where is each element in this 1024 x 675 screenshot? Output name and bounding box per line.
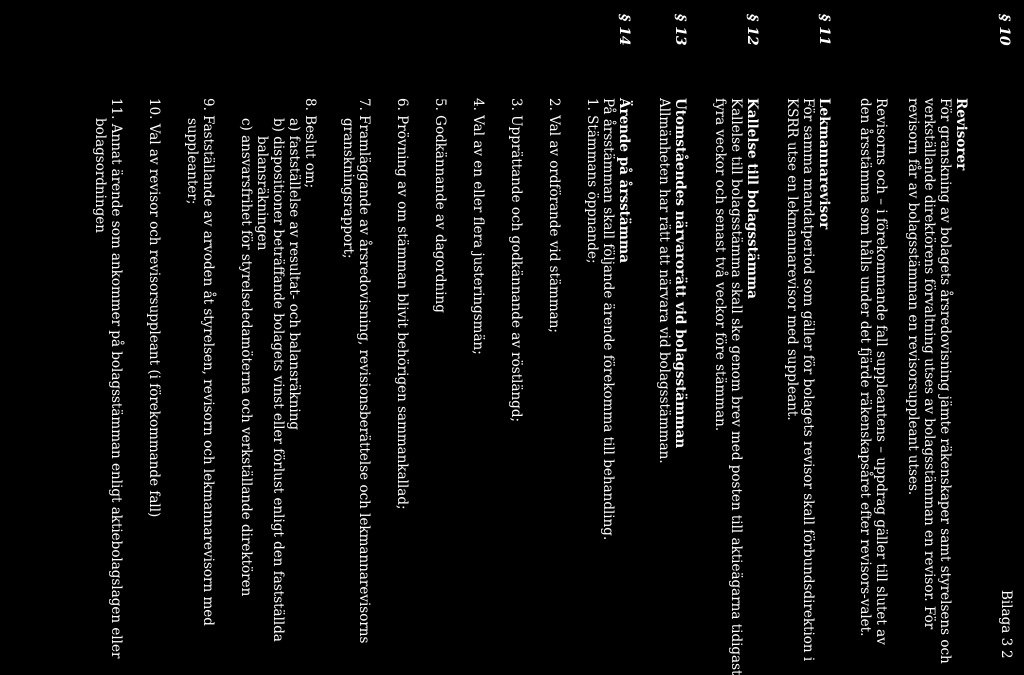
list-item-continuation: granskningsrapport; bbox=[340, 118, 356, 259]
section-mark-12: § 12 bbox=[744, 14, 760, 46]
list-item: 3. Upprättande och godkännande av röstlängd; bbox=[508, 98, 524, 423]
text-line: verkställande direktörens förvaltning utses av bolagsstämman en revisor. För bbox=[921, 98, 937, 630]
text-line: KSRR utse en lekmannarevisor med suppleant. bbox=[784, 98, 800, 421]
text-line: För samma mandatperiod som gäller för bolagets revisor skall förbundsdirektion i bbox=[800, 98, 816, 662]
section-heading-lekmannarevisor: Lekmannarevisor bbox=[816, 98, 832, 230]
section-heading-revisorer: Revisorer bbox=[953, 98, 969, 171]
text-line: På årsstämman skall följande ärende förekomma till behandling. bbox=[600, 98, 616, 541]
section-mark-14: § 14 bbox=[616, 14, 632, 46]
text-line: Revisorns och – i förekommande fall suppleantens – uppdrag gäller till slutet av bbox=[873, 98, 889, 645]
text-line: För granskning av bolagets årsredovisning jämte räkenskaper samt styrelsens och bbox=[937, 98, 953, 664]
list-item: 11. Annat ärende som ankommer på bolagsstämman enligt aktiebolagslagen eller bbox=[108, 98, 124, 659]
text-line: Kallelse till bolagsstämma skall ske genom brev med posten till aktieägarna tidigast bbox=[728, 98, 744, 675]
list-item-continuation: suppleanter; bbox=[184, 118, 200, 205]
text-line: fyra veckor och senast två veckor före stämman. bbox=[712, 98, 728, 432]
list-subitem: c) ansvarsfrihet för styrelseledamöterna och verkställande direktören bbox=[238, 118, 254, 597]
list-item: 6. Prövning av om stämman blivit behörigen sammankallad; bbox=[394, 98, 410, 510]
list-item: 7. Framläggande av årsredovisning, revisionsberättelse och lekmannarevisorns bbox=[356, 98, 372, 644]
list-item: 8. Beslut om; bbox=[302, 98, 318, 189]
list-subitem-continuation: balansräkningen bbox=[254, 136, 270, 251]
list-item: 5. Godkännande av dagordning bbox=[432, 98, 448, 313]
text-line: den årsstämma som hålls under det fjärde räkenskapsåret efter revisors-valet. bbox=[857, 98, 873, 637]
list-subitem: a) fastställelse av resultat- och balansräkning bbox=[286, 118, 302, 431]
appendix-label: Bilaga 3 bbox=[998, 590, 1014, 647]
section-heading-narvarorat: Utomståendes närvarorätt vid bolagsstämman bbox=[672, 98, 688, 449]
list-item: 9. Fastställande av arvoden åt styrelsen, revisorn och lekmannarevisorn med bbox=[200, 98, 216, 626]
text-line: revisorn får av bolagsstämman en revisorsuppleant utses. bbox=[905, 98, 921, 496]
section-heading-kallelse: Kallelse till bolagsstämma bbox=[744, 98, 760, 299]
list-item: 1. Stämmans öppnande; bbox=[584, 98, 600, 264]
section-mark-10: § 10 bbox=[996, 14, 1012, 46]
list-item-continuation: bolagsordningen bbox=[92, 118, 108, 233]
list-item: 4. Val av en eller flera justeringsmän; bbox=[470, 98, 486, 355]
section-heading-arende: Ärende på årsstämma bbox=[616, 98, 632, 263]
text-line: Allmänheten har rätt att närvara vid bolagsstämman. bbox=[656, 98, 672, 464]
list-subitem: b) dispositioner beträffande bolagets vinst eller förlust enligt den fastställda bbox=[270, 118, 286, 642]
section-mark-11: § 11 bbox=[816, 14, 832, 46]
page-number: 2 bbox=[998, 650, 1014, 659]
list-item: 10. Val av revisor och revisorsuppleant (i förekommande fall) bbox=[146, 98, 162, 518]
list-item: 2. Val av ordförande vid stämman; bbox=[546, 98, 562, 333]
section-mark-13: § 13 bbox=[672, 14, 688, 46]
